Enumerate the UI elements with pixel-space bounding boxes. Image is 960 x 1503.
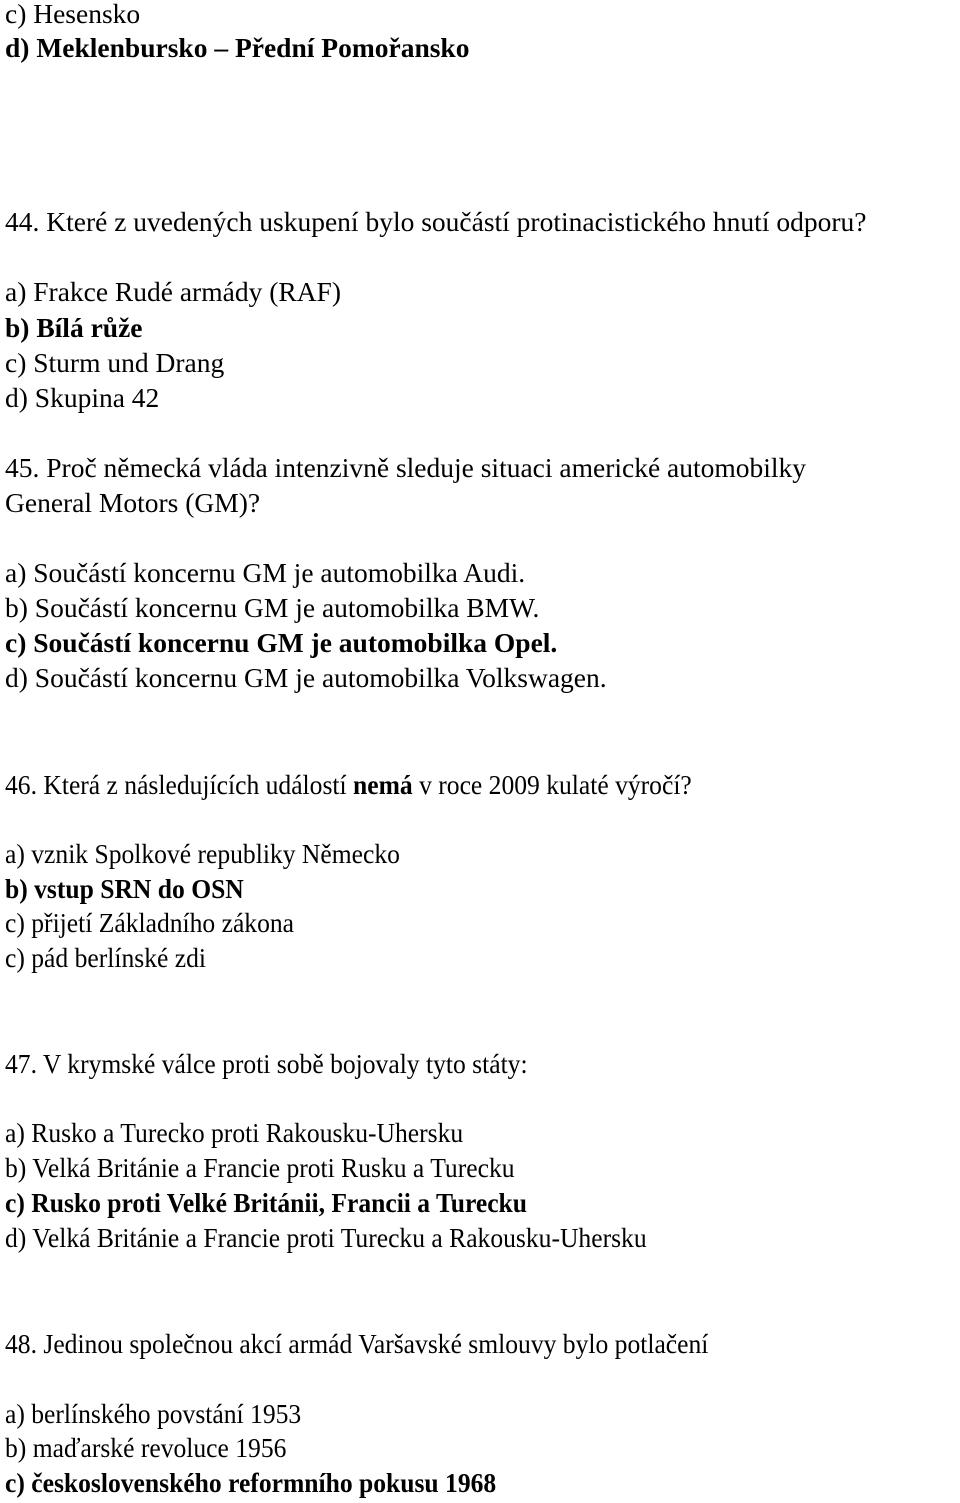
answer-47b-text: b) Velká Británie a Francie proti Rusku a Turecku — [5, 1152, 515, 1183]
answer-46a — [5, 837, 430, 871]
answer-46b-correct — [5, 872, 262, 906]
answer-47b — [5, 1151, 553, 1185]
answer-44d: d) Skupina 42 — [5, 382, 160, 413]
answer-48a-text: a) berlínského povstání 1953 — [5, 1398, 302, 1429]
answer-48b — [5, 1431, 308, 1465]
answer-47c-text: c) Rusko proti Velké Británii, Francii a Turecku — [5, 1187, 527, 1218]
answer-44a: a) Frakce Rudé armády (RAF) — [5, 276, 342, 307]
answer-44c: c) Sturm und Drang — [5, 347, 225, 378]
answer-47a-text: a) Rusko a Turecko proti Rakousku-Uhersku — [5, 1117, 464, 1148]
answer-46c — [5, 906, 316, 940]
question-46-emphasis: nemá — [353, 769, 413, 800]
question-45-line1: 45. Proč německá vláda intenzivně sleduje situaci americké automobilky — [5, 452, 807, 483]
answer-44b-correct: b) Bílá růže — [5, 312, 143, 343]
answer-45a: a) Součástí koncernu GM je automobilka Audi. — [5, 557, 526, 588]
answer-46a-text: a) vznik Spolkové republiky Německo — [5, 838, 400, 869]
answer-47d — [5, 1221, 695, 1255]
answer-45c-correct: c) Součástí koncernu GM je automobilka Opel. — [5, 627, 558, 658]
answer-46d-text: c) pád berlínské zdi — [5, 942, 206, 973]
answer-46d — [5, 941, 221, 975]
answer-45b: b) Součástí koncernu GM je automobilka BMW. — [5, 592, 540, 623]
answer-45d: d) Součástí koncernu GM je automobilka Volkswagen. — [5, 662, 607, 693]
question-46-pre: 46. Která z následujících událostí — [5, 769, 354, 800]
question-45-line2: General Motors (GM)? — [5, 487, 261, 518]
answer-43c: c) Hesensko — [5, 0, 141, 29]
answer-48c-text: c) československého reformního pokusu 1968 — [5, 1467, 497, 1498]
question-48-text: 48. Jedinou společnou akcí armád Varšavské smlouvy bylo potlačení — [5, 1328, 709, 1359]
question-46 — [5, 768, 743, 802]
answer-47d-text: d) Velká Británie a Francie proti Turecku a Rakousku-Uhersku — [5, 1222, 647, 1253]
question-46-post: v roce 2009 kulaté výročí? — [412, 769, 692, 800]
question-48 — [5, 1327, 761, 1361]
answer-47a — [5, 1116, 498, 1150]
question-47 — [5, 1047, 567, 1081]
answer-47c-correct — [5, 1186, 566, 1220]
answer-46b-text: b) vstup SRN do OSN — [5, 873, 244, 904]
answer-43d-correct: d) Meklenbursko – Přední Pomořansko — [5, 32, 470, 63]
answer-48c-correct — [5, 1466, 533, 1500]
answer-46c-text: c) přijetí Základního zákona — [5, 907, 295, 938]
answer-48a — [5, 1397, 323, 1431]
question-44: 44. Které z uvedených uskupení bylo součástí protinacistického hnutí odporu? — [5, 206, 867, 237]
question-47-text: 47. V krymské válce proti sobě bojovaly tyto státy: — [5, 1048, 528, 1079]
answer-48b-text: b) maďarské revoluce 1956 — [5, 1432, 287, 1463]
